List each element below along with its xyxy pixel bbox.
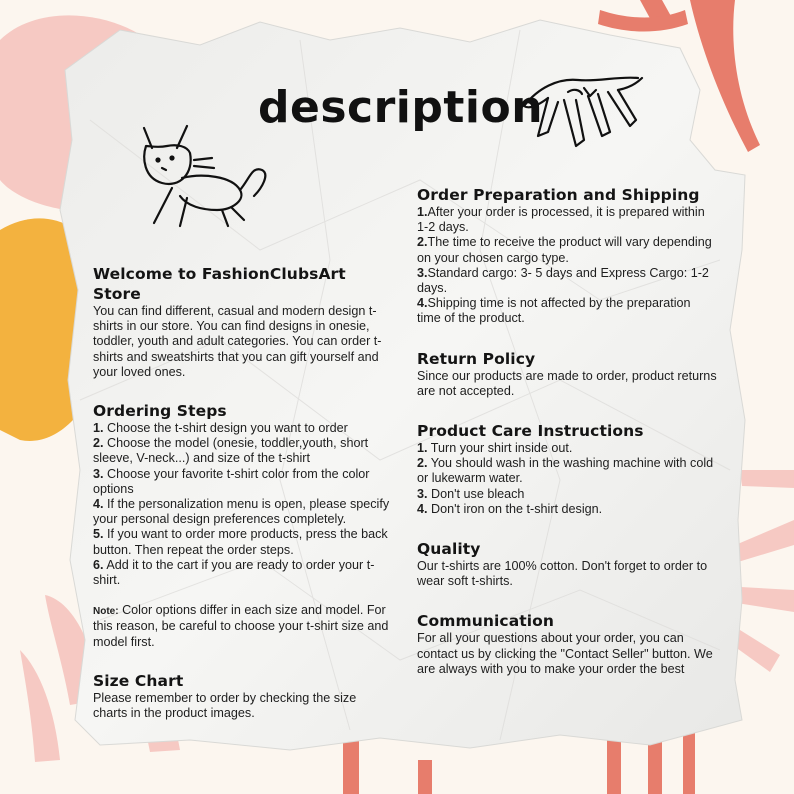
item-number: 1. <box>417 441 428 456</box>
quality-text: Our t-shirts are 100% cotton. Don't forget to order to wear soft t-shirts. <box>417 559 708 589</box>
step-text: Add it to the cart if you are ready to order your t-shirt. <box>93 557 375 588</box>
hand-doodle-icon <box>518 66 648 152</box>
cat-doodle-icon <box>132 118 277 233</box>
return-heading: Return Policy <box>417 349 536 368</box>
item-text: You should wash in the washing machine with cold or lukewarm water. <box>417 456 714 486</box>
item-text: Standard cargo: 3- 5 days and Express Cargo: 1-2 days. <box>417 265 709 296</box>
step-number: 5. <box>93 527 104 542</box>
item-text: Turn your shirt inside out. <box>427 441 573 456</box>
item-text: Don't use bleach <box>427 486 525 501</box>
ordering-step <box>93 558 393 588</box>
step-number: 1. <box>93 421 104 436</box>
communication-text: For all your questions about your order, you can contact us by clicking the "Contact Seller" button. We are always with you to make your order the best <box>417 631 713 676</box>
note-text: Color options differ in each size and model. For this reason, be careful to choose your t-shirt size and model first. <box>93 603 389 649</box>
communication-section <box>417 611 717 677</box>
left-column <box>93 264 393 721</box>
shipping-item <box>417 296 717 326</box>
return-text: Since our products are made to order, product returns are not accepted. <box>417 368 717 398</box>
care-item <box>417 502 717 517</box>
care-heading: Product Care Instructions <box>417 422 644 441</box>
step-number: 2. <box>93 436 104 451</box>
care-section <box>417 421 717 517</box>
communication-heading: Communication <box>417 612 555 631</box>
shipping-heading: Order Preparation and Shipping <box>417 186 700 204</box>
welcome-heading: Welcome to FashionClubsArt Store <box>93 265 346 303</box>
item-number: 4. <box>417 501 428 516</box>
step-text: Choose the model (onesie, toddler,youth, short sleeve, V-neck...) and size of the t-shirt <box>93 436 369 466</box>
item-number: 3. <box>417 265 428 280</box>
shipping-item <box>417 205 717 235</box>
welcome-text: You can find different, casual and modern design t-shirts in our store. You can find designs in onesie, toddler, youth and adult categories. You can order t-shirts and sweatshirts that you can gift yourself and your loved ones. <box>93 304 382 379</box>
quality-heading: Quality <box>417 540 481 559</box>
size-chart-heading: Size Chart <box>93 671 184 690</box>
ordering-step <box>93 421 393 436</box>
care-item <box>417 441 717 456</box>
ordering-step <box>93 527 393 557</box>
step-number: 3. <box>93 466 104 481</box>
item-text: After your order is processed, it is prepared within 1-2 days. <box>417 205 705 235</box>
shipping-item <box>417 266 717 296</box>
quality-section <box>417 539 717 589</box>
return-section <box>417 349 717 399</box>
welcome-section <box>93 264 393 380</box>
care-item <box>417 456 717 486</box>
ordering-step <box>93 467 393 497</box>
step-text: Choose your favorite t-shirt color from the color options <box>93 466 370 496</box>
care-item <box>417 487 717 502</box>
ordering-heading: Ordering Steps <box>93 402 227 421</box>
item-number: 3. <box>417 486 428 501</box>
page-title: description <box>258 82 544 133</box>
step-text: If the personalization menu is open, please specify your personal design preferences completely. <box>93 497 390 527</box>
ordering-step <box>93 497 393 527</box>
step-number: 6. <box>93 557 104 572</box>
ordering-note <box>93 603 393 650</box>
item-number: 4. <box>417 296 428 311</box>
shipping-item <box>417 235 717 265</box>
shipping-section <box>417 185 717 327</box>
step-text: If you want to order more products, press the back button. Then repeat the order steps. <box>93 527 388 557</box>
note-label: Note: <box>93 606 119 618</box>
right-column <box>417 185 717 677</box>
step-number: 4. <box>93 497 104 512</box>
size-chart-section <box>93 671 393 721</box>
item-text: The time to receive the product will vary depending on your chosen cargo type. <box>417 235 712 265</box>
size-chart-text: Please remember to order by checking the size charts in the product images. <box>93 690 357 721</box>
item-text: Shipping time is not affected by the preparation time of the product. <box>417 296 691 326</box>
ordering-step <box>93 436 393 466</box>
item-number: 2. <box>417 456 428 471</box>
ordering-section <box>93 401 393 650</box>
item-number: 1. <box>417 205 428 219</box>
item-number: 2. <box>417 235 428 250</box>
item-text: Don't iron on the t-shirt design. <box>427 501 603 516</box>
step-text: Choose the t-shirt design you want to order <box>107 421 348 436</box>
